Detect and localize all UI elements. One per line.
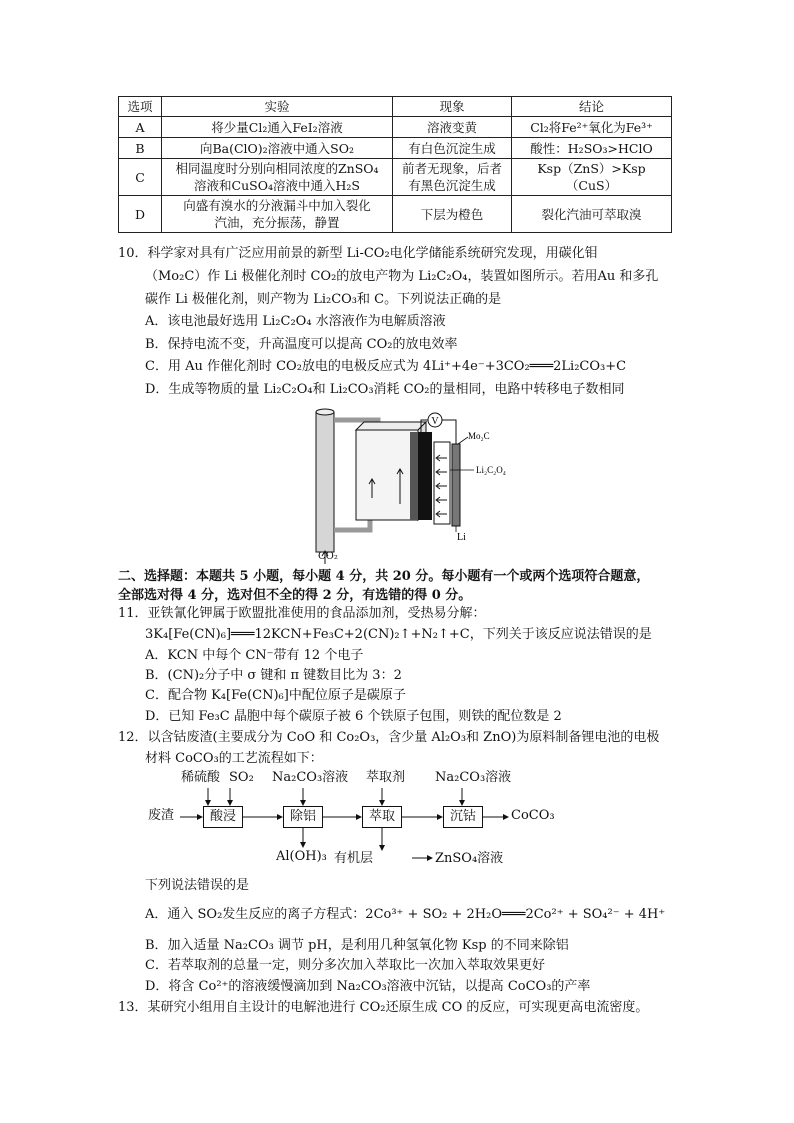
bottom-pipe bbox=[334, 520, 370, 530]
table-header-row bbox=[119, 97, 672, 117]
flow-arrows bbox=[170, 784, 520, 868]
wire bbox=[442, 420, 456, 444]
q10-stem-line3: 碳作 Li 极催化剂，则产物为 Li₂CO₃和 C。下列说法正确的是 bbox=[145, 292, 502, 307]
table-row bbox=[119, 159, 672, 196]
cell-phenomenon: 下层为橙色 bbox=[393, 196, 512, 233]
q11-option-c: C．配合物 K₄[Fe(CN)₆]中配位原子是碳原子 bbox=[145, 688, 406, 703]
q10-option-a: A．该电池最好选用 Li₂C₂O₄ 水溶液作为电解质溶液 bbox=[145, 314, 446, 329]
input-extractant: 萃取剂 bbox=[366, 770, 406, 785]
cell-option: C bbox=[119, 159, 162, 196]
li-co2-cell-diagram bbox=[300, 404, 520, 566]
q10-option-d: D．生成等物质的量 Li₂C₂O₄和 Li₂CO₃消耗 CO₂的量相同，电路中转移电子数相同 bbox=[145, 382, 625, 397]
cell-experiment bbox=[162, 196, 393, 233]
step-cobalt-precipitation: 沉钴 bbox=[443, 806, 483, 828]
section2-heading-line2: 全部选对得 4 分，选对但不全的得 2 分，有选错的得 0 分。 bbox=[118, 588, 472, 603]
start-waste-residue: 废渣 bbox=[148, 808, 175, 823]
cell-line: 有黑色沉淀生成 bbox=[408, 178, 496, 193]
output-aloh3: Al(OH)₃ bbox=[276, 849, 327, 864]
cell-conclusion: 酸性：H₂SO₃>HClO bbox=[512, 138, 672, 159]
header-phenomenon: 现象 bbox=[393, 97, 512, 117]
cell-experiment: 将少量Cl₂通入FeI₂溶液 bbox=[162, 117, 393, 138]
section2-heading-line1: 二、选择题：本题共 5 小题，每小题 4 分，共 20 分。每小题有一个或两个选项符合题意， bbox=[118, 569, 650, 584]
q12-prompt: 下列说法错误的是 bbox=[145, 878, 250, 893]
q10-stem-line1: 10．科学家对具有广泛应用前景的新型 Li-CO₂电化学储能系统研究发现，用碳化钼 bbox=[118, 246, 598, 261]
cell-phenomenon bbox=[393, 159, 512, 196]
cell-option: D bbox=[119, 196, 162, 233]
q13-stem-line1: 13．某研究小组用自主设计的电解池进行 CO₂还原生成 CO 的反应，可实现更高电流密度。 bbox=[118, 1000, 649, 1015]
electrolyte-layer bbox=[434, 442, 450, 524]
voltmeter-label: V bbox=[431, 416, 439, 427]
input-na2co3-1: Na₂CO₃溶液 bbox=[272, 770, 349, 785]
cell-conclusion: Ksp（ZnS）>Ksp（CuS） bbox=[512, 159, 672, 196]
li-plate bbox=[452, 444, 460, 526]
cell-experiment: 向Ba(ClO)₂溶液中通入SO₂ bbox=[162, 138, 393, 159]
label-co2: CO₂ bbox=[318, 551, 338, 562]
q10-option-b: B．保持电流不变，升高温度可以提高 CO₂的放电效率 bbox=[145, 337, 458, 352]
label-li: Li bbox=[457, 532, 466, 543]
cell-line: 前者无现象，后者 bbox=[401, 161, 502, 176]
table-row bbox=[119, 117, 672, 138]
q12-stem-line1: 12．以含钴废渣(主要成分为 CoO 和 Co₂O₃，含少量 Al₂O₃和 ZnO)为原料制备锂电池的电极 bbox=[118, 730, 660, 745]
step-extraction: 萃取 bbox=[362, 806, 402, 828]
q11-stem-line2: 3K₄[Fe(CN)₆]═══12KCN+Fe₃C+2(CN)₂↑+N₂↑+C，下列关于该反应说法错误的是 bbox=[145, 627, 652, 642]
gas-tube bbox=[316, 412, 334, 552]
header-experiment: 实验 bbox=[162, 97, 393, 117]
cell-option: A bbox=[119, 117, 162, 138]
q12-option-b: B．加入适量 Na₂CO₃ 调节 pH，是利用几种氢氧化物 Ksp 的不同来除铝 bbox=[145, 938, 569, 953]
black-layer bbox=[418, 432, 432, 520]
input-so2: SO₂ bbox=[229, 770, 254, 785]
output-znso4-solution: ZnSO₄溶液 bbox=[435, 851, 504, 866]
cube-top bbox=[356, 422, 426, 430]
q11-option-b: B．(CN)₂分子中 σ 键和 π 键数目比为 3：2 bbox=[145, 668, 402, 683]
q10-stem-line2: （Mo₂C）作 Li 极催化剂时 CO₂的放电产物为 Li₂C₂O₄，装置如图所示。若用Au 和多孔 bbox=[145, 269, 659, 284]
product-coco3: CoCO₃ bbox=[511, 808, 555, 823]
table-row bbox=[119, 196, 672, 233]
label-mo2c: Mo₂C bbox=[468, 431, 490, 441]
input-na2co3-2: Na₂CO₃溶液 bbox=[435, 770, 512, 785]
q12-option-a: A．通入 SO₂发生反应的离子方程式：2Co³⁺ + SO₂ + 2H₂O═══2Co²⁺ + SO₄²⁻ + 4H⁺ bbox=[145, 907, 666, 922]
leader-line bbox=[458, 437, 468, 444]
q10-option-c: C．用 Au 作催化剂时 CO₂放电的电极反应式为 4Li⁺+4e⁻+3CO₂═══2Li₂CO₃+C bbox=[145, 359, 627, 374]
cell-option: B bbox=[119, 138, 162, 159]
cell-phenomenon: 溶液变黄 bbox=[393, 117, 512, 138]
label-li2c2o4: Li₂C₂O₄ bbox=[476, 465, 506, 475]
q11-stem-line1: 11．亚铁氰化钾属于欧盟批准使用的食品添加剂，受热易分解： bbox=[118, 606, 486, 621]
cell-line: 向盛有溴水的分液漏斗中加入裂化 bbox=[183, 198, 371, 213]
q12-option-c: C．若萃取剂的总量一定，则分多次加入萃取比一次加入萃取效果更好 bbox=[145, 958, 545, 973]
q12-option-d: D．将含 Co²⁺的溶液缓慢滴加到 Na₂CO₃溶液中沉钴，以提高 CoCO₃的产率 bbox=[145, 979, 591, 994]
cell-line: 溶液和CuSO₄溶液中通入H₂S bbox=[194, 178, 360, 193]
header-option: 选项 bbox=[119, 97, 162, 117]
input-dilute-sulfuric-acid: 稀硫酸 bbox=[181, 770, 221, 785]
tube-top bbox=[316, 409, 334, 415]
header-conclusion: 结论 bbox=[512, 97, 672, 117]
q11-option-a: A．KCN 中每个 CN⁻带有 12 个电子 bbox=[145, 648, 364, 663]
cell-line: 相同温度时分别向相同浓度的ZnSO₄ bbox=[175, 161, 379, 176]
cell-conclusion: 裂化汽油可萃取溴 bbox=[512, 196, 672, 233]
output-organic-layer: 有机层 bbox=[334, 851, 374, 866]
experiment-table bbox=[118, 96, 672, 233]
step-acid-leach: 酸浸 bbox=[203, 806, 243, 828]
cube-front bbox=[356, 430, 418, 520]
cell-line: 汽油，充分振荡，静置 bbox=[214, 215, 340, 230]
q11-option-d: D．已知 Fe₃C 晶胞中每个碳原子被 6 个铁原子包围，则铁的配位数是 2 bbox=[145, 709, 562, 724]
cell-phenomenon: 有白色沉淀生成 bbox=[393, 138, 512, 159]
q12-stem-line2: 材料 CoCO₃的工艺流程如下： bbox=[145, 751, 323, 766]
step-remove-aluminum: 除铝 bbox=[283, 806, 323, 828]
cell-conclusion: Cl₂将Fe²⁺氧化为Fe³⁺ bbox=[512, 117, 672, 138]
cell-experiment bbox=[162, 159, 393, 196]
table-row bbox=[119, 138, 672, 159]
